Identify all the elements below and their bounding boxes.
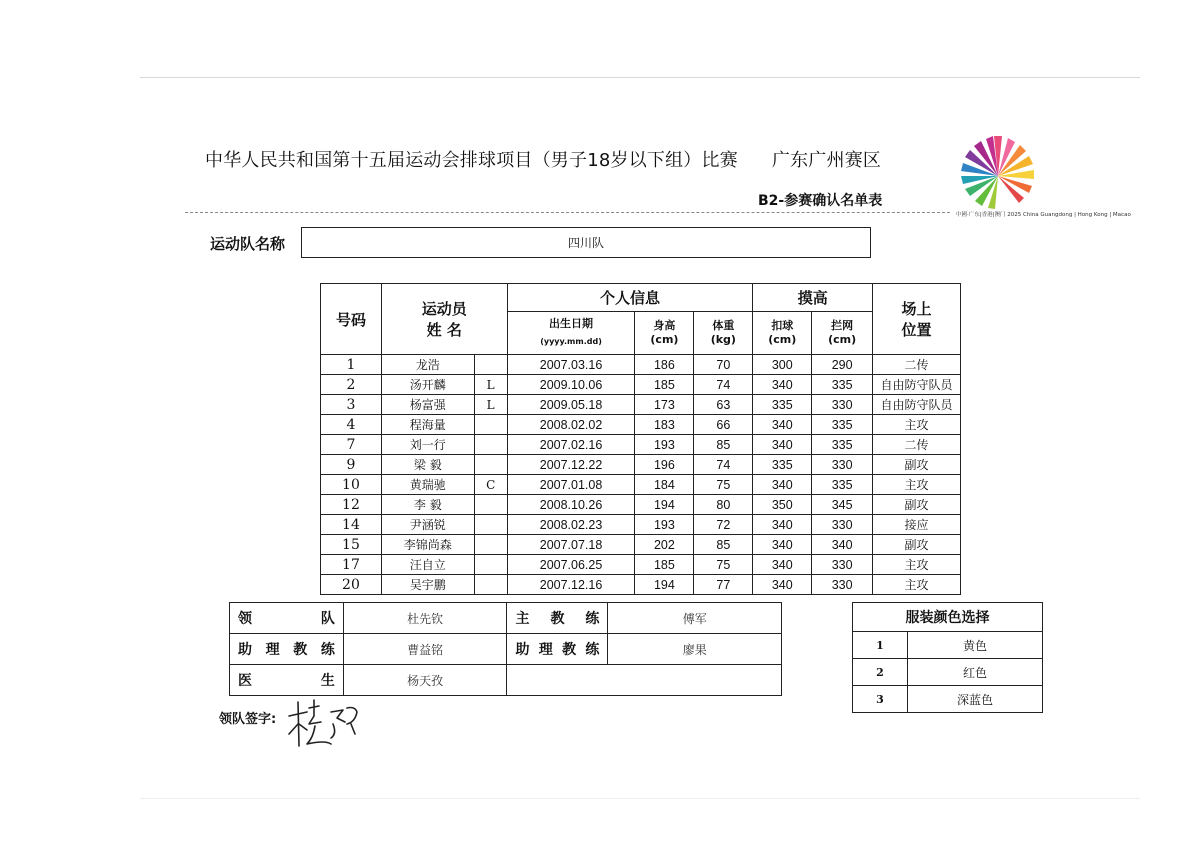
player-spike-reach: 340	[753, 435, 812, 455]
player-weight: 75	[694, 475, 753, 495]
player-birth-date: 2008.10.26	[507, 495, 635, 515]
head-coach-label: 主 教 练	[507, 603, 608, 634]
player-spike-reach: 340	[753, 375, 812, 395]
table-row	[321, 355, 961, 375]
player-height: 193	[635, 515, 694, 535]
player-name: 刘一行	[381, 435, 474, 455]
player-name: 梁 毅	[381, 455, 474, 475]
player-birth-date: 2008.02.23	[507, 515, 635, 535]
uniform-color-table	[852, 602, 1043, 713]
player-spike-reach: 340	[753, 555, 812, 575]
empty-cell	[507, 665, 782, 696]
player-spike-reach: 335	[753, 455, 812, 475]
table-row	[321, 415, 961, 435]
player-position: 主攻	[873, 555, 961, 575]
player-spike-reach: 300	[753, 355, 812, 375]
uniform-option	[853, 659, 1043, 686]
player-weight: 66	[694, 415, 753, 435]
top-rule	[140, 77, 1140, 78]
header-block-reach: 拦网 (cm)	[812, 312, 873, 355]
player-weight: 80	[694, 495, 753, 515]
player-birth-date: 2008.02.02	[507, 415, 635, 435]
player-position: 接应	[873, 515, 961, 535]
assistant-coach-value-2: 廖果	[608, 634, 782, 665]
player-height: 183	[635, 415, 694, 435]
player-spike-reach: 340	[753, 535, 812, 555]
header-birth-date: 出生日期 (yyyy.mm.dd)	[507, 312, 635, 355]
player-role	[474, 575, 507, 595]
player-role	[474, 355, 507, 375]
player-number: 9	[321, 455, 382, 475]
player-number: 2	[321, 375, 382, 395]
uniform-index: 1	[853, 632, 908, 659]
player-position: 主攻	[873, 415, 961, 435]
player-block-reach: 335	[812, 475, 873, 495]
uniform-option	[853, 632, 1043, 659]
table-row	[321, 575, 961, 595]
uniform-color: 深蓝色	[908, 686, 1043, 713]
player-role: C	[474, 475, 507, 495]
player-role	[474, 415, 507, 435]
player-weight: 72	[694, 515, 753, 535]
staff-table	[229, 602, 782, 696]
player-block-reach: 335	[812, 415, 873, 435]
player-position: 二传	[873, 435, 961, 455]
header-number: 号码	[321, 284, 382, 355]
player-block-reach: 290	[812, 355, 873, 375]
player-role	[474, 515, 507, 535]
player-weight: 70	[694, 355, 753, 375]
leader-label: 领 队	[230, 603, 344, 634]
leader-value: 杜先钦	[343, 603, 507, 634]
player-role	[474, 495, 507, 515]
assistant-coach-value: 曹益铭	[343, 634, 507, 665]
player-role: L	[474, 395, 507, 415]
player-birth-date: 2007.06.25	[507, 555, 635, 575]
dotted-divider	[185, 212, 950, 213]
table-row	[321, 455, 961, 475]
player-number: 10	[321, 475, 382, 495]
player-number: 4	[321, 415, 382, 435]
player-spike-reach: 340	[753, 415, 812, 435]
head-coach-value: 傅军	[608, 603, 782, 634]
player-weight: 77	[694, 575, 753, 595]
table-row	[321, 515, 961, 535]
header-personal-info: 个人信息	[507, 284, 753, 312]
player-position: 自由防守队员	[873, 375, 961, 395]
header-height: 身高 (cm)	[635, 312, 694, 355]
signature-label: 领队签字:	[219, 712, 277, 727]
player-weight: 85	[694, 535, 753, 555]
player-position: 主攻	[873, 575, 961, 595]
header-athlete-name: 运动员 姓 名	[381, 284, 507, 355]
player-name: 李锦尚森	[381, 535, 474, 555]
player-name: 尹涵锐	[381, 515, 474, 535]
player-name: 汪自立	[381, 555, 474, 575]
player-role	[474, 455, 507, 475]
header-spike-reach: 扣球 (cm)	[753, 312, 812, 355]
player-weight: 85	[694, 435, 753, 455]
player-height: 173	[635, 395, 694, 415]
player-birth-date: 2007.12.16	[507, 575, 635, 595]
table-row	[321, 535, 961, 555]
player-position: 主攻	[873, 475, 961, 495]
player-name: 吴宇鹏	[381, 575, 474, 595]
player-number: 20	[321, 575, 382, 595]
table-row	[321, 495, 961, 515]
player-height: 185	[635, 375, 694, 395]
header-position: 场上 位置	[873, 284, 961, 355]
player-spike-reach: 350	[753, 495, 812, 515]
player-number: 3	[321, 395, 382, 415]
player-height: 194	[635, 495, 694, 515]
logo-caption: 中國·广东|香港|澳门 2025 China Guangdong | Hong Kong | Macao	[956, 212, 1131, 218]
player-position: 副攻	[873, 535, 961, 555]
player-block-reach: 330	[812, 555, 873, 575]
player-name: 李 毅	[381, 495, 474, 515]
table-row	[321, 555, 961, 575]
player-block-reach: 330	[812, 575, 873, 595]
player-number: 14	[321, 515, 382, 535]
player-height: 202	[635, 535, 694, 555]
header-reach: 摸高	[753, 284, 873, 312]
table-row	[321, 395, 961, 415]
uniform-color: 红色	[908, 659, 1043, 686]
player-block-reach: 335	[812, 375, 873, 395]
uniform-color: 黄色	[908, 632, 1043, 659]
team-name-value: 四川队	[567, 236, 604, 250]
doctor-value: 杨天孜	[343, 665, 507, 696]
roster-table	[320, 283, 961, 595]
player-position: 副攻	[873, 455, 961, 475]
header-weight: 体重 (kg)	[694, 312, 753, 355]
player-block-reach: 345	[812, 495, 873, 515]
player-name: 汤开麟	[381, 375, 474, 395]
player-number: 17	[321, 555, 382, 575]
region-label: 广东广州赛区	[771, 150, 882, 171]
player-number: 15	[321, 535, 382, 555]
player-weight: 74	[694, 455, 753, 475]
uniform-option	[853, 686, 1043, 713]
doctor-label: 医 生	[230, 665, 344, 696]
player-height: 185	[635, 555, 694, 575]
player-height: 196	[635, 455, 694, 475]
player-birth-date: 2007.12.22	[507, 455, 635, 475]
player-role	[474, 535, 507, 555]
player-birth-date: 2009.10.06	[507, 375, 635, 395]
player-block-reach: 330	[812, 515, 873, 535]
player-number: 7	[321, 435, 382, 455]
assistant-coach-label: 助 理 教 练	[230, 634, 344, 665]
player-spike-reach: 340	[753, 515, 812, 535]
player-height: 184	[635, 475, 694, 495]
player-block-reach: 340	[812, 535, 873, 555]
player-block-reach: 330	[812, 395, 873, 415]
player-height: 194	[635, 575, 694, 595]
form-subtitle: B2-参赛确认名单表	[758, 193, 883, 209]
player-weight: 63	[694, 395, 753, 415]
player-height: 193	[635, 435, 694, 455]
player-spike-reach: 340	[753, 475, 812, 495]
player-position: 二传	[873, 355, 961, 375]
player-name: 黄瑞驰	[381, 475, 474, 495]
player-role	[474, 555, 507, 575]
player-spike-reach: 340	[753, 575, 812, 595]
player-birth-date: 2007.02.16	[507, 435, 635, 455]
player-number: 1	[321, 355, 382, 375]
document-title: 中华人民共和国第十五届运动会排球项目（男子18岁以下组）比赛 广东广州赛区	[205, 150, 882, 171]
team-name-label: 运动队名称	[210, 235, 286, 253]
player-position: 副攻	[873, 495, 961, 515]
uniform-index: 2	[853, 659, 908, 686]
table-row	[321, 435, 961, 455]
handwritten-signature	[285, 694, 365, 754]
player-role: L	[474, 375, 507, 395]
player-name: 程海量	[381, 415, 474, 435]
player-role	[474, 435, 507, 455]
player-number: 12	[321, 495, 382, 515]
player-position: 自由防守队员	[873, 395, 961, 415]
assistant-coach-label-2: 助 理 教 练	[507, 634, 608, 665]
player-weight: 74	[694, 375, 753, 395]
player-birth-date: 2007.07.18	[507, 535, 635, 555]
table-row	[321, 475, 961, 495]
player-birth-date: 2009.05.18	[507, 395, 635, 415]
player-block-reach: 335	[812, 435, 873, 455]
player-weight: 75	[694, 555, 753, 575]
player-name: 杨富强	[381, 395, 474, 415]
uniform-title: 服装颜色选择	[853, 603, 1043, 632]
player-name: 龙浩	[381, 355, 474, 375]
player-spike-reach: 335	[753, 395, 812, 415]
uniform-index: 3	[853, 686, 908, 713]
bottom-rule	[140, 798, 1140, 799]
player-birth-date: 2007.03.16	[507, 355, 635, 375]
table-row	[321, 375, 961, 395]
player-height: 186	[635, 355, 694, 375]
player-block-reach: 330	[812, 455, 873, 475]
player-birth-date: 2007.01.08	[507, 475, 635, 495]
team-name-field	[301, 227, 871, 258]
